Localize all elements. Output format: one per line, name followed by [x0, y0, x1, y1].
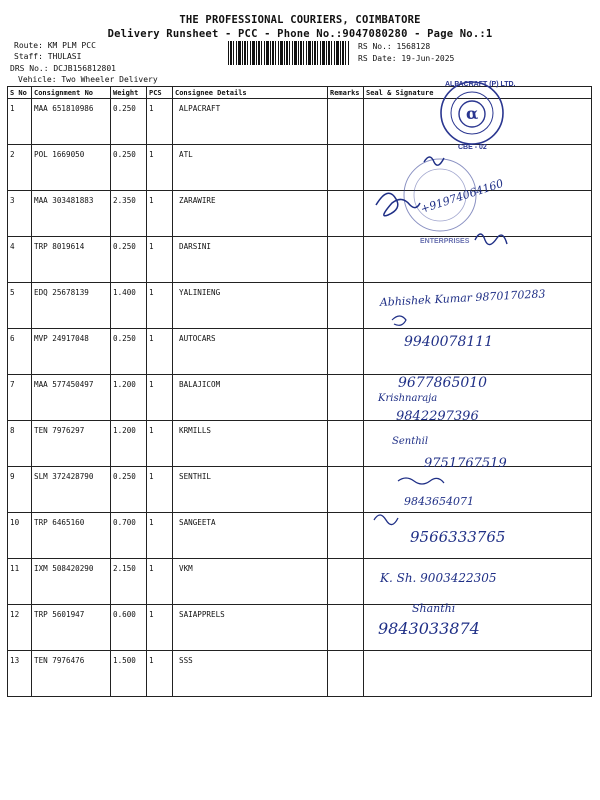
table-row: [8, 145, 592, 191]
consignment-cell: TRP 6465160: [32, 513, 111, 559]
signature-cell: [364, 237, 592, 283]
pcs-cell: 1: [147, 145, 173, 191]
signature-cell: [364, 283, 592, 329]
serial-cell: 3: [8, 191, 32, 237]
stamp-text-2: ENTERPRISES: [420, 238, 470, 245]
barcode: [228, 41, 350, 65]
handwritten-row-6-name: Abhishek Kumar 9870170283: [379, 287, 546, 309]
consignee-cell: KRMILLS: [173, 421, 328, 467]
serial-cell: 5: [8, 283, 32, 329]
consignee-cell: SANGEETA: [173, 513, 328, 559]
remarks-cell: [328, 99, 364, 145]
consignee-cell: ZARAWIRE: [173, 191, 328, 237]
handwritten-row-8-name: Krishnaraja: [378, 393, 438, 404]
column-header: Consignee Details: [173, 87, 328, 99]
remarks-cell: [328, 329, 364, 375]
serial-cell: 7: [8, 375, 32, 421]
consignment-cell: TEN 7976297: [32, 421, 111, 467]
serial-cell: 6: [8, 329, 32, 375]
table-row: [8, 513, 592, 559]
pcs-cell: 1: [147, 421, 173, 467]
weight-cell: 2.350: [111, 191, 147, 237]
consignment-cell: SLM 372428790: [32, 467, 111, 513]
handwritten-row-13-name: Shanthi: [412, 602, 456, 615]
remarks-cell: [328, 559, 364, 605]
signature-cell: [364, 513, 592, 559]
weight-cell: 1.200: [111, 375, 147, 421]
consignee-cell: ATL: [173, 145, 328, 191]
table-row: [8, 191, 592, 237]
weight-cell: 1.200: [111, 421, 147, 467]
handwritten-row-13-phone: 9843033874: [378, 619, 480, 638]
rs-date: RS Date: 19-Jun-2025: [358, 54, 455, 63]
table-row: [8, 651, 592, 697]
handwritten-row-8-phone: 9842297396: [396, 409, 479, 424]
weight-cell: 0.600: [111, 605, 147, 651]
staff-label: Staff: THULASI: [14, 52, 82, 61]
signature-cell: [364, 559, 592, 605]
remarks-cell: [328, 375, 364, 421]
signature-cell: [364, 191, 592, 237]
consignment-cell: MAA 577450497: [32, 375, 111, 421]
pcs-cell: 1: [147, 375, 173, 421]
consignee-cell: SSS: [173, 651, 328, 697]
signature-cell: [364, 651, 592, 697]
weight-cell: 0.250: [111, 99, 147, 145]
table-row: [8, 467, 592, 513]
weight-cell: 1.500: [111, 651, 147, 697]
weight-cell: 0.250: [111, 329, 147, 375]
route-label: Route: KM PLM PCC: [14, 41, 96, 50]
handwritten-row-9-phone: 9751767519: [424, 456, 507, 471]
column-header: Weight: [111, 87, 147, 99]
weight-cell: 2.150: [111, 559, 147, 605]
svg-text:α: α: [466, 104, 479, 123]
company-title: THE PROFESSIONAL COURIERS, COIMBATORE: [179, 14, 421, 26]
table-row: [8, 237, 592, 283]
consignment-cell: MAA 303481883: [32, 191, 111, 237]
remarks-cell: [328, 191, 364, 237]
serial-cell: 8: [8, 421, 32, 467]
serial-cell: 10: [8, 513, 32, 559]
pcs-cell: 1: [147, 605, 173, 651]
remarks-cell: [328, 283, 364, 329]
runsheet-table: [7, 86, 592, 697]
remarks-cell: [328, 145, 364, 191]
consignment-cell: POL 1669050: [32, 145, 111, 191]
pcs-cell: 1: [147, 559, 173, 605]
consignment-cell: IXM 508420290: [32, 559, 111, 605]
remarks-cell: [328, 421, 364, 467]
pcs-cell: 1: [147, 467, 173, 513]
handwritten-row-12: K. Sh. 9003422305: [380, 571, 497, 585]
signature-cell: [364, 99, 592, 145]
remarks-cell: [328, 513, 364, 559]
pcs-cell: 1: [147, 191, 173, 237]
table-row: [8, 605, 592, 651]
consignment-cell: TEN 7976476: [32, 651, 111, 697]
handwritten-row-6-phone: 9940078111: [404, 334, 494, 350]
pcs-cell: 1: [147, 513, 173, 559]
pcs-cell: 1: [147, 283, 173, 329]
table-header-row: [8, 87, 592, 99]
serial-cell: 4: [8, 237, 32, 283]
serial-cell: 13: [8, 651, 32, 697]
signature-cell: [364, 467, 592, 513]
table-row: [8, 421, 592, 467]
signature-cell: [364, 329, 592, 375]
handwritten-phone-row-3: +91974064160: [418, 176, 505, 216]
serial-cell: 9: [8, 467, 32, 513]
consignee-cell: SENTHIL: [173, 467, 328, 513]
signature-cell: [364, 605, 592, 651]
weight-cell: 0.700: [111, 513, 147, 559]
remarks-cell: [328, 651, 364, 697]
pcs-cell: 1: [147, 651, 173, 697]
column-header: S No: [8, 87, 32, 99]
stamp-subtext: CBE - 02: [458, 144, 487, 151]
consignee-cell: VKM: [173, 559, 328, 605]
table-row: [8, 375, 592, 421]
serial-cell: 12: [8, 605, 32, 651]
consignment-cell: MAA 651810986: [32, 99, 111, 145]
weight-cell: 0.250: [111, 467, 147, 513]
column-header: Remarks: [328, 87, 364, 99]
consignee-cell: AUTOCARS: [173, 329, 328, 375]
stamp-text: ALPACRAFT (P) LTD.: [445, 81, 516, 88]
table-row: [8, 329, 592, 375]
handwritten-row-11: 9566333765: [410, 528, 506, 546]
rs-number: RS No.: 1568128: [358, 42, 431, 51]
consignment-cell: MVP 24917048: [32, 329, 111, 375]
weight-cell: 0.250: [111, 145, 147, 191]
remarks-cell: [328, 237, 364, 283]
consignee-cell: ALPACRAFT: [173, 99, 328, 145]
weight-cell: 0.250: [111, 237, 147, 283]
consignment-cell: EDQ 25678139: [32, 283, 111, 329]
signature-cell: [364, 375, 592, 421]
column-header: PCS: [147, 87, 173, 99]
consignee-cell: BALAJICOM: [173, 375, 328, 421]
consignee-cell: YALINIENG: [173, 283, 328, 329]
signature-cell: [364, 145, 592, 191]
pcs-cell: 1: [147, 237, 173, 283]
serial-cell: 11: [8, 559, 32, 605]
serial-cell: 2: [8, 145, 32, 191]
table-row: [8, 559, 592, 605]
runsheet-subtitle: Delivery Runsheet - PCC - Phone No.:9047080280 - Page No.:1: [107, 28, 493, 40]
signature-cell: [364, 421, 592, 467]
table-row: [8, 99, 592, 145]
drs-number: DRS No.: DCJB156812801: [10, 64, 116, 73]
serial-cell: 1: [8, 99, 32, 145]
weight-cell: 1.400: [111, 283, 147, 329]
handwritten-row-7: 9677865010: [398, 375, 488, 391]
remarks-cell: [328, 467, 364, 513]
handwritten-row-9-name: Senthil: [392, 436, 429, 447]
column-header: Seal & Signature: [364, 87, 592, 99]
consignment-cell: TRP 5601947: [32, 605, 111, 651]
vehicle-label: Vehicle: Two Wheeler Delivery: [18, 75, 158, 84]
column-header: Consignment No: [32, 87, 111, 99]
remarks-cell: [328, 605, 364, 651]
consignee-cell: SAIAPPRELS: [173, 605, 328, 651]
pcs-cell: 1: [147, 329, 173, 375]
consignee-cell: DARSINI: [173, 237, 328, 283]
handwritten-row-10: 9843654071: [404, 495, 474, 508]
pcs-cell: 1: [147, 99, 173, 145]
table-row: [8, 283, 592, 329]
consignment-cell: TRP 8019614: [32, 237, 111, 283]
